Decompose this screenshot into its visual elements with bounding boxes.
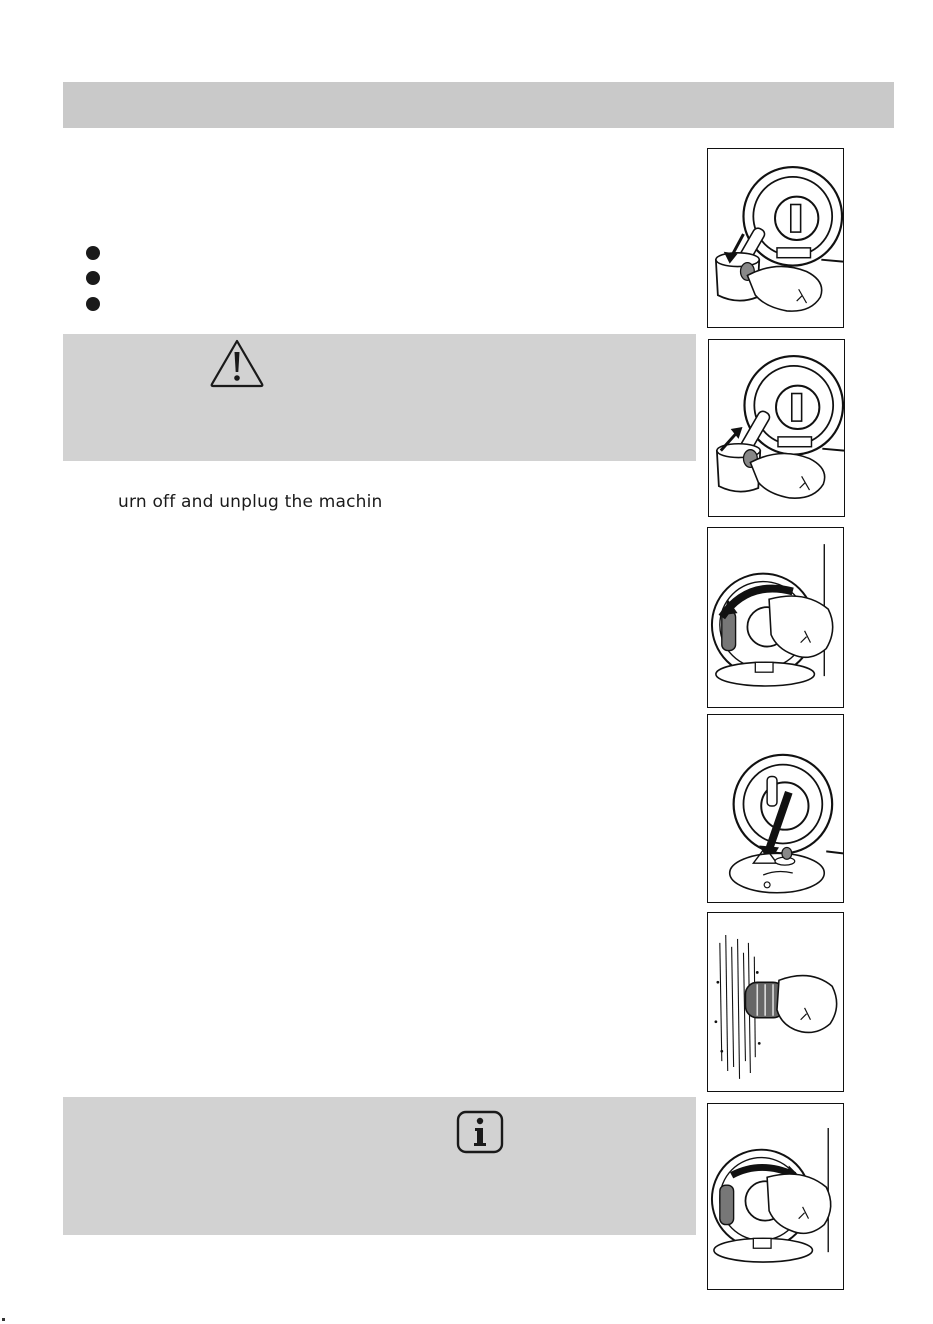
filter-cap-screw-icon	[708, 1104, 843, 1289]
info-icon	[456, 1110, 504, 1154]
bullet-3	[86, 297, 100, 311]
section-header-bar	[63, 82, 894, 128]
filter-cap-unscrew-icon	[708, 528, 843, 707]
illustration-filter-rinse	[707, 912, 844, 1092]
page-corner-mark	[2, 1318, 5, 1321]
warning-notice	[63, 334, 696, 461]
filter-hose-push-icon	[709, 340, 844, 516]
info-notice	[63, 1097, 696, 1235]
step-text-1: urn off and unplug the machin	[118, 492, 383, 512]
bullet-2	[86, 271, 100, 285]
illustration-filter-debris	[707, 714, 844, 903]
filter-rinse-icon	[708, 913, 843, 1091]
illustration-filter-cap-unscrew	[707, 527, 844, 708]
illustration-filter-cap-screw	[707, 1103, 844, 1290]
warning-triangle-icon	[209, 338, 265, 388]
illustration-filter-hose-pull	[707, 148, 844, 328]
filter-debris-icon	[708, 715, 843, 902]
bullet-1	[86, 246, 100, 260]
illustration-filter-hose-push	[708, 339, 845, 517]
filter-hose-pull-icon	[708, 149, 843, 327]
